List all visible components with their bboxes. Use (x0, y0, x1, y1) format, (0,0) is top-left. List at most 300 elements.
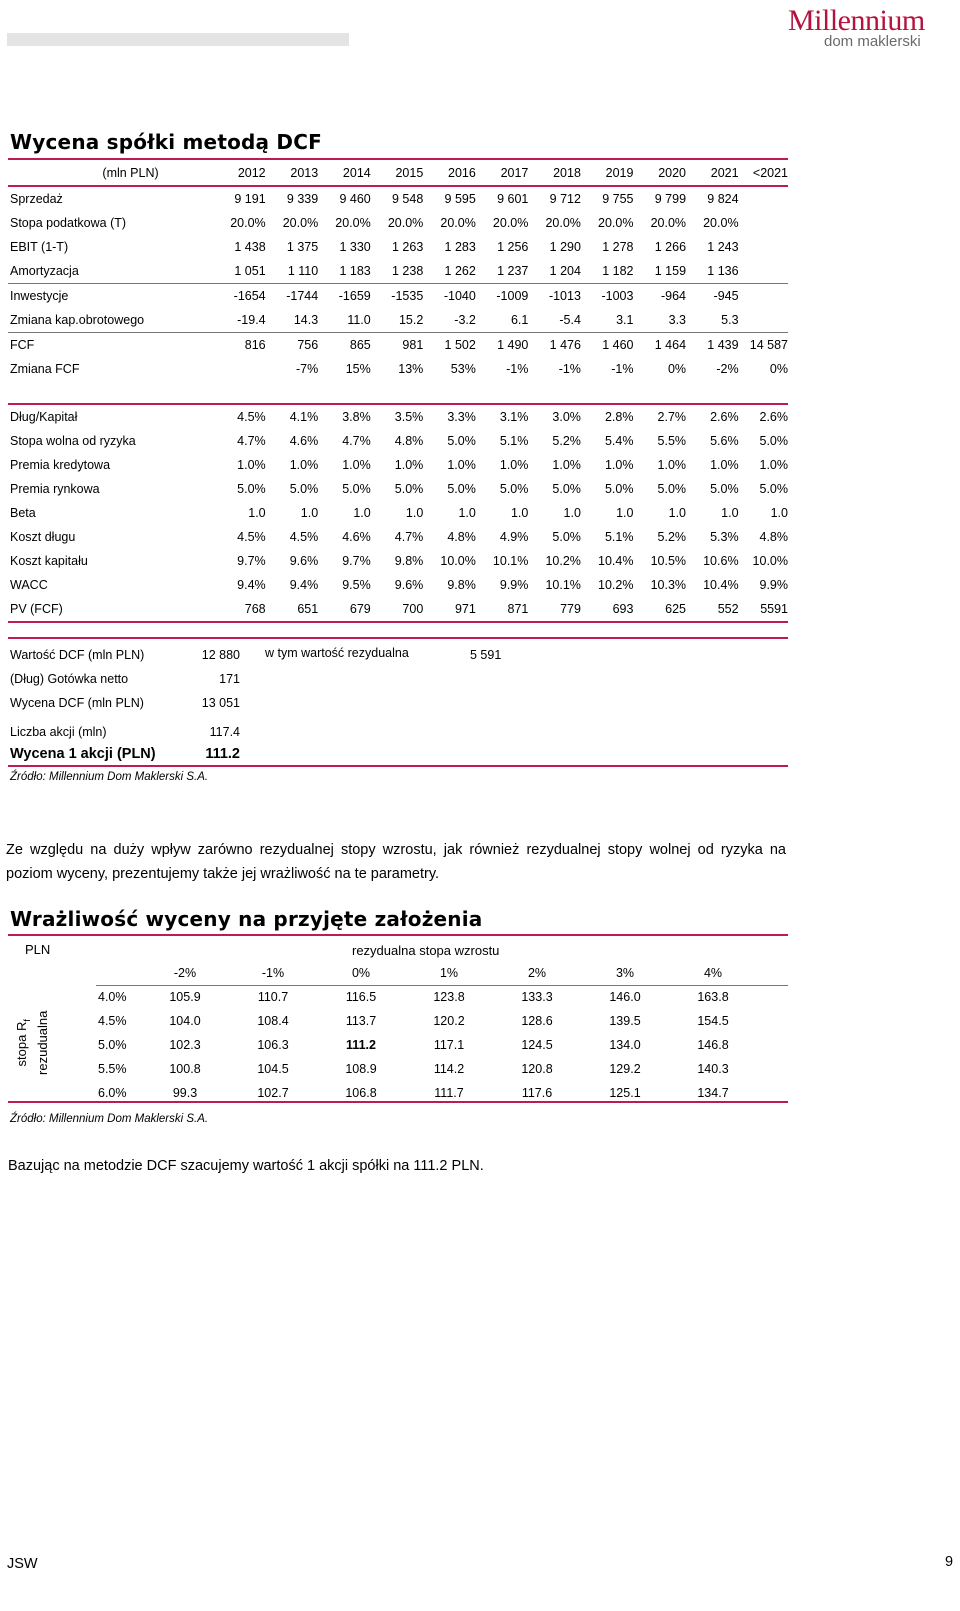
dcf-cell: 4.1% (289, 410, 319, 424)
dcf-spacer-cell (581, 381, 634, 404)
dcf-cell: 2.6% (710, 410, 739, 424)
dcf-cell: 5.0% (447, 434, 476, 448)
valuation-value: 13 051 (201, 696, 240, 710)
dcf-cell: 9 339 (286, 192, 319, 206)
dcf-cell: 1 278 (602, 240, 634, 254)
dcf-cell: 1.0% (447, 458, 476, 472)
dcf-cell: -1% (506, 362, 529, 376)
dcf-year-header: 2017 (476, 159, 529, 186)
dcf-cell: 1 159 (633, 259, 686, 284)
dcf-cell: 5.6% (710, 434, 739, 448)
dcf-cell: 10.4% (703, 578, 739, 592)
dcf-cell: 5.3% (710, 530, 739, 544)
body-paragraph-1: Ze względu na duży wpływ zarówno rezydualnej stopy wzrostu, jak również rezydualnej stopy wolnej od ryzyka na poziom wyceny, prezentujemy także jej wrażliwość na te parametry. (6, 842, 786, 882)
dcf-cell: 4.5% (237, 530, 266, 544)
dcf-cell: 4.7% (342, 434, 371, 448)
dcf-cell: 15% (345, 362, 371, 376)
dcf-cell: 20.0% (492, 216, 529, 230)
sensitivity-rf-label: 5.0% (98, 1038, 127, 1052)
sensitivity-cell: 114.2 (433, 1062, 465, 1076)
sensitivity-title: Wrażliwość wyceny na przyjęte założenia (10, 907, 483, 931)
dcf-cell: 1.0% (552, 458, 581, 472)
dcf-cell: 625 (633, 597, 686, 622)
sensitivity-col-header: -1% (261, 966, 285, 980)
dcf-cell: 1 183 (318, 259, 371, 284)
dcf-cell: 13% (398, 362, 424, 376)
dcf-cell: 651 (266, 597, 319, 622)
dcf-cell: 10.4% (598, 554, 634, 568)
sensitivity-col-header: 3% (615, 966, 635, 980)
dcf-row-label: Zmiana FCF (10, 362, 80, 376)
body-paragraph-2: Bazując na metodzie DCF szacujemy wartość 1 akcji spółki na 111.2 PLN. (8, 1158, 484, 1174)
dcf-cell: -1744 (286, 289, 319, 303)
dcf-cell: 1.0 (721, 506, 739, 520)
dcf-cell: 6.1 (476, 308, 529, 333)
dcf-cell: 1.0 (770, 506, 788, 520)
dcf-cell: 871 (476, 597, 529, 622)
dcf-cell: 9.4% (289, 578, 319, 592)
sensitivity-col-header: -2% (173, 966, 197, 980)
dcf-cell: 5.3 (686, 308, 739, 333)
dcf-row (8, 404, 788, 429)
dcf-row-label: EBIT (1-T) (10, 240, 69, 254)
dcf-cell: 5.0% (552, 482, 581, 496)
dcf-row (8, 501, 788, 525)
dcf-cell: 981 (402, 338, 424, 352)
dcf-row (8, 549, 788, 573)
dcf-cell: 5.0% (710, 482, 739, 496)
dcf-cell: 9.7% (342, 554, 371, 568)
valuation-label: Wycena DCF (mln PLN) (10, 696, 144, 710)
dcf-cell: 768 (213, 597, 266, 622)
dcf-cell: 2.8% (604, 410, 634, 424)
dcf-cell: 5.0% (759, 434, 788, 448)
sensitivity-cell: 163.8 (697, 990, 729, 1004)
sensitivity-unit: PLN (25, 942, 51, 957)
dcf-cell: 9 191 (234, 192, 266, 206)
dcf-cell: 9 460 (339, 192, 371, 206)
dcf-cell: 5.0% (499, 482, 529, 496)
dcf-row (8, 429, 788, 453)
dcf-row (8, 453, 788, 477)
dcf-cell: 1 266 (654, 240, 687, 254)
dcf-cell: 5.2% (657, 530, 687, 544)
dcf-cell: -1% (558, 362, 581, 376)
dcf-cell: 10.2% (598, 578, 634, 592)
dcf-row-label: Koszt kapitału (10, 554, 88, 568)
sensitivity-cell: 116.5 (345, 990, 377, 1004)
dcf-spacer-cell (371, 381, 424, 404)
dcf-row (8, 308, 788, 333)
dcf-cell: 20.0% (545, 216, 581, 230)
sensitivity-cell: 111.2 (346, 1038, 376, 1052)
sensitivity-header-rule (96, 985, 788, 986)
dcf-cell: 0% (667, 362, 687, 376)
dcf-row-label: Stopa podatkowa (T) (10, 216, 127, 230)
sensitivity-col-header: 2% (527, 966, 547, 980)
dcf-cell (739, 186, 788, 211)
sensitivity-cell: 120.2 (433, 1014, 465, 1028)
dcf-cell: 5.2% (552, 434, 581, 448)
dcf-cell: 10.5% (650, 554, 687, 568)
sensitivity-col-header: 0% (351, 966, 371, 980)
dcf-cell: 20.0% (230, 216, 266, 230)
dcf-row-label: Stopa wolna od ryzyka (10, 434, 136, 448)
dcf-cell: 5.0% (657, 482, 687, 496)
dcf-cell: 3.8% (342, 410, 371, 424)
dcf-cell: 1.0 (353, 506, 371, 520)
dcf-cell: 3.1% (499, 410, 529, 424)
shares-value: 117.4 (209, 725, 240, 739)
sensitivity-cell: 106.3 (257, 1038, 289, 1052)
dcf-year-header: 2015 (371, 159, 424, 186)
dcf-cell: -1003 (601, 289, 634, 303)
sensitivity-cell: 104.5 (257, 1062, 289, 1076)
sensitivity-cell: 120.8 (521, 1062, 553, 1076)
sensitivity-cell: 111.7 (434, 1086, 464, 1100)
dcf-cell: 2.6% (759, 410, 788, 424)
logo-subtitle: dom maklerski (824, 33, 921, 50)
dcf-cell: 14 587 (749, 338, 788, 352)
dcf-cell: 10.1% (545, 578, 581, 592)
dcf-cell: 9 799 (654, 192, 687, 206)
dcf-cell (739, 308, 788, 333)
sensitivity-cell: 139.5 (609, 1014, 641, 1028)
sensitivity-cell: 104.0 (169, 1014, 201, 1028)
dcf-cell: 20.0% (598, 216, 634, 230)
dcf-cell: 5.0% (289, 482, 319, 496)
dcf-cell: -1654 (233, 289, 266, 303)
dcf-cell: -5.4 (528, 308, 581, 333)
dcf-cell: 679 (318, 597, 371, 622)
dcf-row-label: WACC (10, 578, 48, 592)
dcf-cell: 5.0% (237, 482, 266, 496)
residual-label: w tym wartość rezydualna (265, 646, 409, 660)
dcf-cell: 9.9% (499, 578, 529, 592)
dcf-cell: 10.6% (703, 554, 739, 568)
dcf-cell: 11.0 (318, 308, 371, 333)
dcf-spacer-cell (686, 381, 739, 404)
dcf-cell: -945 (713, 289, 739, 303)
net-cash-value: 171 (219, 672, 240, 686)
dcf-row (8, 333, 788, 358)
dcf-title: Wycena spółki metodą DCF (10, 130, 322, 154)
dcf-cell: 1 136 (686, 259, 739, 284)
dcf-year-header: 2019 (581, 159, 634, 186)
dcf-cell: 1 502 (444, 338, 476, 352)
dcf-row (8, 573, 788, 597)
millennium-logo (788, 4, 938, 52)
dcf-spacer-cell (476, 381, 529, 404)
dcf-cell: 1 490 (497, 338, 529, 352)
dcf-cell: 1 476 (549, 338, 581, 352)
dcf-cell: 10.1% (492, 554, 529, 568)
dcf-cell: 9.5% (342, 578, 371, 592)
dcf-cell: 9 601 (497, 192, 529, 206)
dcf-cell: 1 290 (549, 240, 581, 254)
dcf-cell: 1 262 (423, 259, 476, 284)
residual-value: 5 591 (470, 648, 502, 662)
sensitivity-cell: 105.9 (169, 990, 201, 1004)
sensitivity-bottom-rule (8, 1101, 788, 1103)
dcf-cell (739, 235, 788, 259)
dcf-row-label: Sprzedaż (10, 192, 63, 206)
dcf-cell: 1.0 (563, 506, 581, 520)
dcf-cell: 9.6% (394, 578, 424, 592)
footer-company: JSW (7, 1556, 38, 1572)
dcf-row (8, 259, 788, 284)
dcf-spacer-cell (739, 381, 788, 404)
per-share-value: 111.2 (205, 746, 240, 762)
dcf-year-header: 2020 (633, 159, 686, 186)
dcf-cell: 5.4% (604, 434, 634, 448)
dcf-cell: 1.0% (604, 458, 634, 472)
sensitivity-col-header: 1% (439, 966, 459, 980)
sensitivity-cell: 125.1 (609, 1086, 641, 1100)
dcf-cell: 4.5% (237, 410, 266, 424)
dcf-cell: 5.0% (759, 482, 788, 496)
source-note-2: Źródło: Millennium Dom Maklerski S.A. (10, 1113, 209, 1125)
sensitivity-cell: 133.3 (521, 990, 553, 1004)
dcf-cell: 1 204 (528, 259, 581, 284)
dcf-row-label: Dług/Kapitał (10, 410, 78, 424)
dcf-value-label: Wartość DCF (mln PLN) (10, 648, 145, 662)
dcf-cell: 20.0% (703, 216, 739, 230)
dcf-cell: -1040 (443, 289, 476, 303)
dcf-cell: 0% (769, 362, 788, 376)
dcf-cell: 2.7% (657, 410, 687, 424)
dcf-cell: 20.0% (335, 216, 371, 230)
sensitivity-cell: 102.3 (169, 1038, 201, 1052)
dcf-cell (739, 211, 788, 235)
dcf-cell (739, 259, 788, 284)
dcf-cell: 4.7% (394, 530, 424, 544)
sensitivity-cell: 134.0 (609, 1038, 641, 1052)
dcf-row (8, 357, 788, 381)
dcf-year-header: 2016 (423, 159, 476, 186)
dcf-cell: 1.0 (300, 506, 319, 520)
dcf-cell: 9 712 (549, 192, 581, 206)
dcf-cell: 1 256 (497, 240, 529, 254)
dcf-row-label: Premia kredytowa (10, 458, 111, 472)
dcf-row (8, 284, 788, 309)
dcf-cell: 1.0% (394, 458, 424, 472)
sensitivity-cell: 134.7 (697, 1086, 729, 1100)
sensitivity-cell: 124.5 (521, 1038, 553, 1052)
dcf-cell: 5.1% (604, 530, 634, 544)
dcf-cell: 1.0 (616, 506, 634, 520)
dcf-year-header: 2012 (213, 159, 266, 186)
dcf-cell: 1 110 (266, 259, 319, 284)
dcf-cell: 5.0% (552, 530, 581, 544)
dcf-value: 12 880 (201, 648, 240, 662)
dcf-cell: 5.0% (604, 482, 634, 496)
dcf-cell: 5.1% (499, 434, 529, 448)
dcf-cell: 4.6% (289, 434, 319, 448)
net-cash-label: (Dług) Gotówka netto (10, 672, 129, 686)
dcf-cell: -1013 (548, 289, 581, 303)
shares-label: Liczba akcji (mln) (10, 725, 107, 739)
dcf-cell: 4.8% (447, 530, 476, 544)
dcf-cell: -7% (295, 362, 319, 376)
sensitivity-rf-label: 4.0% (98, 990, 127, 1004)
dcf-cell: 5591 (739, 597, 788, 622)
dcf-row (8, 597, 788, 622)
sensitivity-row-title (14, 1008, 50, 1078)
dcf-cell: 3.3 (633, 308, 686, 333)
dcf-cell: -19.4 (213, 308, 266, 333)
dcf-cell (739, 284, 788, 309)
dcf-cell: 552 (686, 597, 739, 622)
dcf-cell: 1 283 (444, 240, 476, 254)
dcf-cell: -1535 (391, 289, 424, 303)
dcf-row (8, 525, 788, 549)
dcf-spacer-cell (633, 381, 686, 404)
dcf-cell: 3.5% (394, 410, 424, 424)
row-title-subscript: f (21, 1019, 32, 1022)
dcf-spacer-row (8, 381, 788, 404)
row-title-line2: rezudualna (34, 1010, 50, 1075)
dcf-cell: 5.0% (447, 482, 476, 496)
dcf-year-header: 2013 (266, 159, 319, 186)
sensitivity-top-rule (8, 934, 788, 936)
dcf-cell: 4.9% (499, 530, 529, 544)
sensitivity-cell: 108.9 (345, 1062, 377, 1076)
dcf-year-header: <2021 (739, 159, 788, 186)
dcf-cell: 1.0% (237, 458, 266, 472)
dcf-table (8, 158, 788, 623)
dcf-spacer-cell (8, 381, 213, 404)
sensitivity-cell: 123.8 (433, 990, 465, 1004)
sensitivity-rf-label: 4.5% (98, 1014, 127, 1028)
dcf-year-header: 2014 (318, 159, 371, 186)
dcf-spacer-cell (318, 381, 371, 404)
dcf-cell: 1 182 (581, 259, 634, 284)
dcf-cell: 15.2 (371, 308, 424, 333)
dcf-cell: 20.0% (440, 216, 476, 230)
dcf-spacer-cell (213, 381, 266, 404)
dcf-cell: 9.7% (237, 554, 266, 568)
dcf-row (8, 477, 788, 501)
dcf-spacer-cell (528, 381, 581, 404)
dcf-cell: 816 (244, 338, 266, 352)
dcf-cell: 10.2% (545, 554, 581, 568)
sensitivity-cell: 108.4 (257, 1014, 289, 1028)
dcf-cell: 1.0 (248, 506, 266, 520)
dcf-summary (8, 637, 788, 767)
logo-wordmark: Millennium (788, 4, 925, 37)
dcf-row-label: Beta (10, 506, 36, 520)
dcf-cell: 5.0% (394, 482, 424, 496)
source-note-1: Źródło: Millennium Dom Maklerski S.A. (10, 771, 209, 783)
dcf-cell: -964 (660, 289, 687, 303)
dcf-cell: 4.7% (237, 434, 266, 448)
dcf-cell: 14.3 (266, 308, 319, 333)
dcf-cell: 9.8% (394, 554, 424, 568)
dcf-cell: 1.0% (759, 458, 788, 472)
sensitivity-rf-label: 6.0% (98, 1086, 127, 1100)
dcf-row-label: Zmiana kap.obrotowego (8, 308, 213, 333)
dcf-cell: 9.4% (237, 578, 266, 592)
dcf-cell: 1.0% (657, 458, 687, 472)
sensitivity-cell: 146.8 (697, 1038, 729, 1052)
dcf-cell: 9.6% (289, 554, 319, 568)
dcf-cell: 1.0 (668, 506, 687, 520)
dcf-cell: 9 595 (444, 192, 476, 206)
dcf-header-row (8, 159, 788, 186)
dcf-cell: 1 438 (234, 240, 266, 254)
dcf-cell: 20.0% (282, 216, 319, 230)
dcf-row-label: Koszt długu (10, 530, 76, 544)
dcf-cell: 1 263 (392, 240, 424, 254)
sensitivity-cell: 100.8 (169, 1062, 201, 1076)
dcf-cell: 20.0% (650, 216, 687, 230)
sensitivity-cell: 117.6 (521, 1086, 553, 1100)
sensitivity-cell: 140.3 (697, 1062, 729, 1076)
dcf-cell: 5.0% (342, 482, 371, 496)
header-gray-bar (7, 33, 349, 46)
dcf-row (8, 211, 788, 235)
dcf-cell: 756 (297, 338, 319, 352)
row-title-line1: stopa R (14, 1021, 30, 1067)
dcf-cell: 1 464 (654, 338, 687, 352)
dcf-cell: 4.8% (394, 434, 424, 448)
dcf-cell: 1.0 (405, 506, 424, 520)
dcf-cell: 1.0% (342, 458, 371, 472)
dcf-cell: 3.1 (581, 308, 634, 333)
sensitivity-rf-label: 5.5% (98, 1062, 127, 1076)
dcf-cell: 9.9% (759, 578, 788, 592)
sensitivity-col-header: 4% (703, 966, 723, 980)
sensitivity-cell: 106.8 (345, 1086, 377, 1100)
dcf-cell: 9.8% (447, 578, 476, 592)
dcf-row-label: Amortyzacja (8, 259, 213, 284)
dcf-cell: 1.0 (458, 506, 476, 520)
dcf-cell: 10.0% (752, 554, 788, 568)
sensitivity-cell: 154.5 (697, 1014, 729, 1028)
dcf-cell: 9 824 (707, 192, 739, 206)
dcf-cell: 20.0% (387, 216, 424, 230)
dcf-year-header: 2018 (528, 159, 581, 186)
dcf-cell (213, 357, 266, 381)
sensitivity-cell: 129.2 (609, 1062, 641, 1076)
dcf-cell: 1.0% (289, 458, 319, 472)
dcf-cell: 1 439 (707, 338, 739, 352)
dcf-cell: -1009 (496, 289, 529, 303)
dcf-cell: 10.3% (650, 578, 687, 592)
dcf-cell: 4.5% (289, 530, 319, 544)
dcf-cell: 1 237 (476, 259, 529, 284)
dcf-header-label: (mln PLN) (8, 159, 213, 186)
dcf-cell: 1 375 (286, 240, 319, 254)
dcf-year-header: 2021 (686, 159, 739, 186)
dcf-cell: 1 051 (213, 259, 266, 284)
footer-page-number: 9 (945, 1554, 954, 1570)
sensitivity-column-title: rezydualna stopa wzrostu (352, 943, 500, 958)
dcf-cell: 1 330 (339, 240, 371, 254)
dcf-cell: 1 238 (371, 259, 424, 284)
dcf-cell: 865 (349, 338, 371, 352)
dcf-cell: -1659 (338, 289, 371, 303)
dcf-row (8, 186, 788, 211)
sensitivity-cell: 117.1 (433, 1038, 465, 1052)
sensitivity-cell: 102.7 (257, 1086, 289, 1100)
dcf-cell: 9 548 (392, 192, 424, 206)
dcf-spacer-cell (266, 381, 319, 404)
dcf-cell: 5.5% (657, 434, 687, 448)
per-share-label: Wycena 1 akcji (PLN) (10, 746, 156, 762)
sensitivity-cell: 113.7 (345, 1014, 377, 1028)
